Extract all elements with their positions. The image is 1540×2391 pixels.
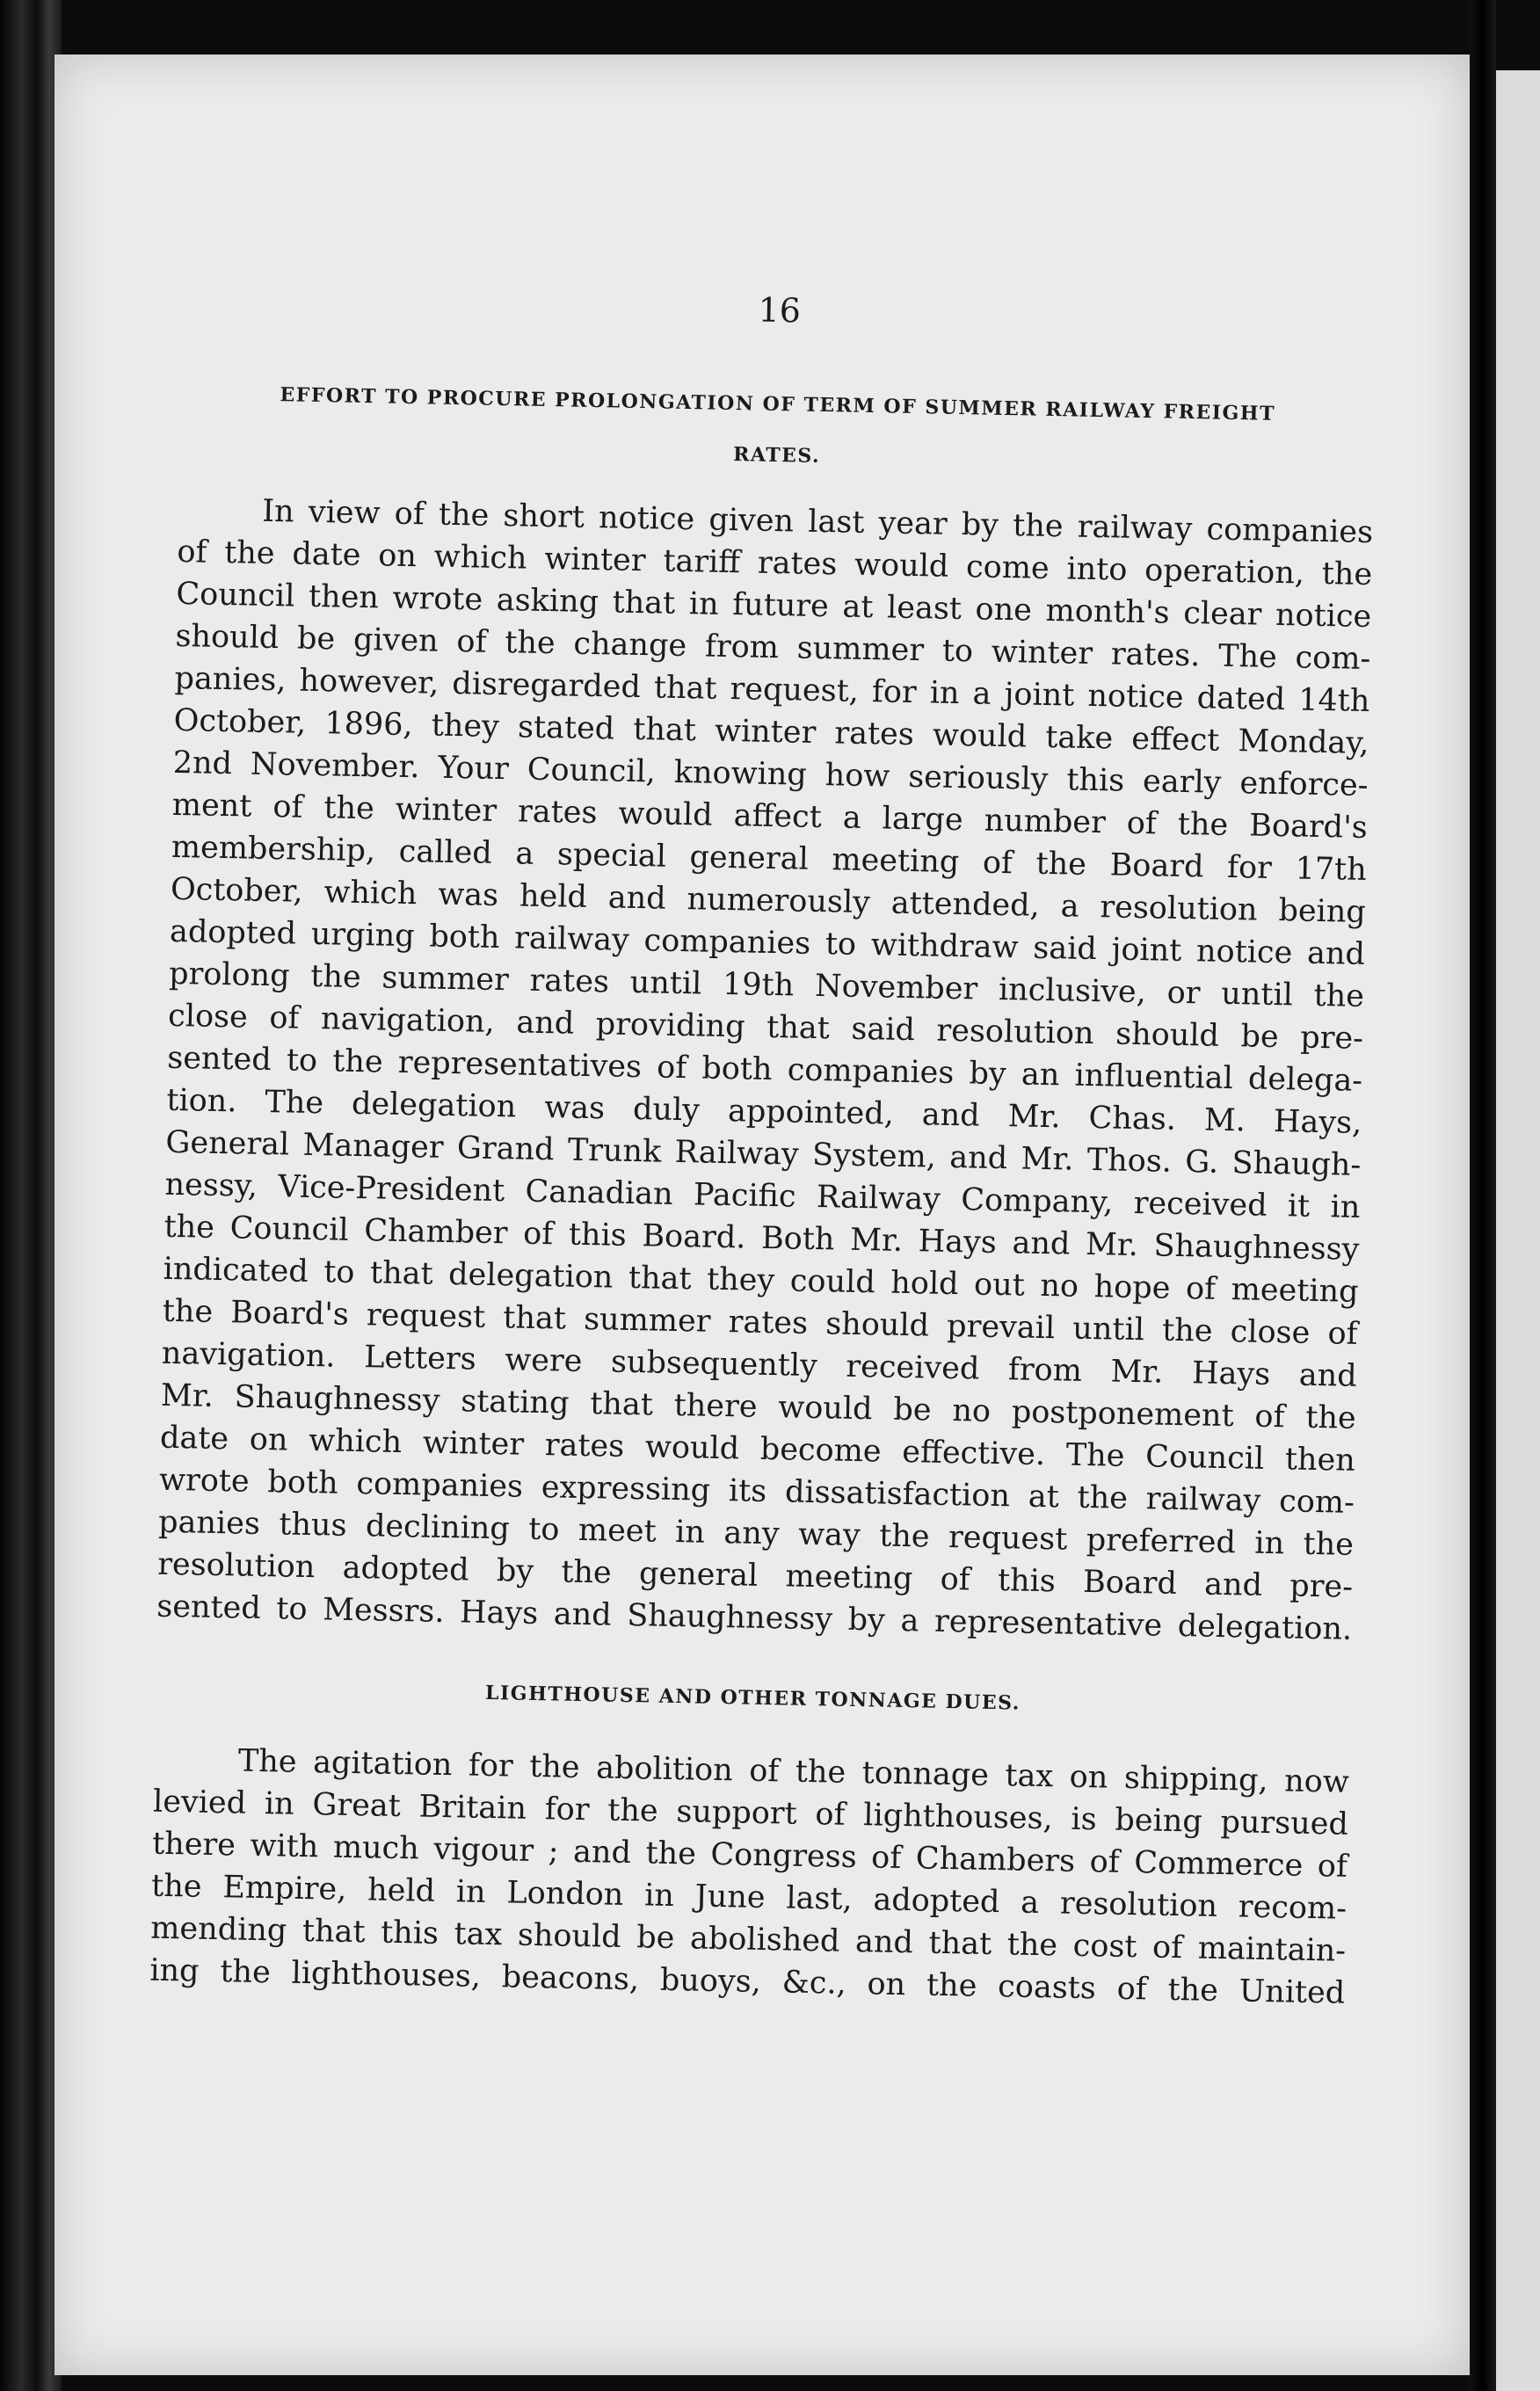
text-line: there with much vigour ; and the Congress of Chambers of Commerce of [151, 1826, 1348, 1885]
text-line: the Empire, held in London in June last, adopted a resolution recom- [150, 1868, 1348, 1927]
paragraph-tonnage-dues [149, 1739, 1349, 2015]
text-line: adopted urging both railway companies to withdraw said joint notice and [169, 913, 1366, 972]
next-page-edge [1496, 70, 1540, 2391]
text-line: The agitation for the abolition of the tonnage tax on shipping, now [237, 1743, 1350, 1800]
text-line: should be given of the change from summer to winter rates. The com- [175, 618, 1371, 678]
text-line: resolution adopted by the general meeting of this Board and pre- [156, 1546, 1354, 1605]
text-line: October, which was held and numerously attended, a resolution being [170, 871, 1367, 930]
heading-line: RATES. [732, 443, 821, 468]
text-line: sented to Messrs. Hays and Shaughnessy by a representative delegation. [156, 1588, 1353, 1647]
text-line: panies thus declining to meet in any way the request preferred in the [157, 1504, 1355, 1563]
text-line: Council then wrote asking that in future at least one month's clear notice [176, 576, 1372, 636]
text-line: wrote both companies expressing its dissatisfaction at the railway com- [158, 1462, 1355, 1521]
text-line: ment of the winter rates would affect a large number of the Board's [171, 787, 1369, 846]
paragraph-railway-rates [156, 489, 1374, 1651]
text-line: October, 1896, they stated that winter rates would take effect Monday, [173, 702, 1369, 761]
text-line: 2nd November. Your Council, knowing how seriously this early enforce- [172, 745, 1369, 803]
text-line: the Council Chamber of this Board. Both Mr. Hays and Mr. Shaughnessy [163, 1209, 1360, 1268]
section-heading-railway-rates [178, 367, 1376, 492]
text-line: close of navigation, and providing that said resolution should be pre- [167, 998, 1364, 1057]
text-line: levied in Great Britain for the support of lighthouses, is being pursued [152, 1784, 1349, 1842]
text-line: tion. The delegation was duly appointed, and Mr. Chas. M. Hays, [166, 1082, 1362, 1141]
heading-line: LIGHTHOUSE AND OTHER TONNAGE DUES. [484, 1681, 1021, 1715]
text-line: General Manager Grand Trunk Railway System, and Mr. Thos. G. Shaugh- [165, 1124, 1362, 1183]
page-gutter [1470, 0, 1496, 2391]
text-line: nessy, Vice-President Canadian Pacific Railway Company, received it in [164, 1166, 1361, 1225]
text-line: date on which winter rates would become effective. The Council then [159, 1420, 1356, 1479]
section-heading-tonnage-dues [155, 1661, 1351, 1735]
text-line: navigation. Letters were subsequently received from Mr. Hays and [161, 1335, 1358, 1394]
text-line: the Board's request that summer rates should prevail until the close of [162, 1293, 1358, 1352]
text-line: sented to the representatives of both companies by an influential delega- [166, 1040, 1363, 1099]
text-line: indicated to that delegation that they could hold out no hope of meeting [163, 1251, 1359, 1310]
text-line: In view of the short notice given last year by the railway companies [261, 493, 1374, 551]
page-content [149, 158, 1380, 2015]
text-line: ing the lighthouses, beacons, buoys, &c., on the coasts of the United [149, 1952, 1346, 2011]
page-number: 16 [758, 290, 802, 331]
text-line: Mr. Shaughnessy stating that there would be no postponement of the [160, 1377, 1357, 1436]
heading-line: EFFORT TO PROCURE PROLONGATION OF TERM OF SUMMER RAILWAY FREIGHT [280, 383, 1276, 425]
book-spine [0, 0, 62, 2391]
text-line: panies, however, disregarded that request, for in a joint notice dated 14th [174, 660, 1370, 719]
text-line: mending that this tax should be abolished and that the cost of maintain- [149, 1910, 1347, 1969]
text-line: of the date on which winter tariff rates would come into operation, the [177, 534, 1373, 593]
text-line: prolong the summer rates until 19th November inclusive, or until the [168, 956, 1365, 1014]
text-line: membership, called a special general meeting of the Board for 17th [171, 829, 1368, 888]
